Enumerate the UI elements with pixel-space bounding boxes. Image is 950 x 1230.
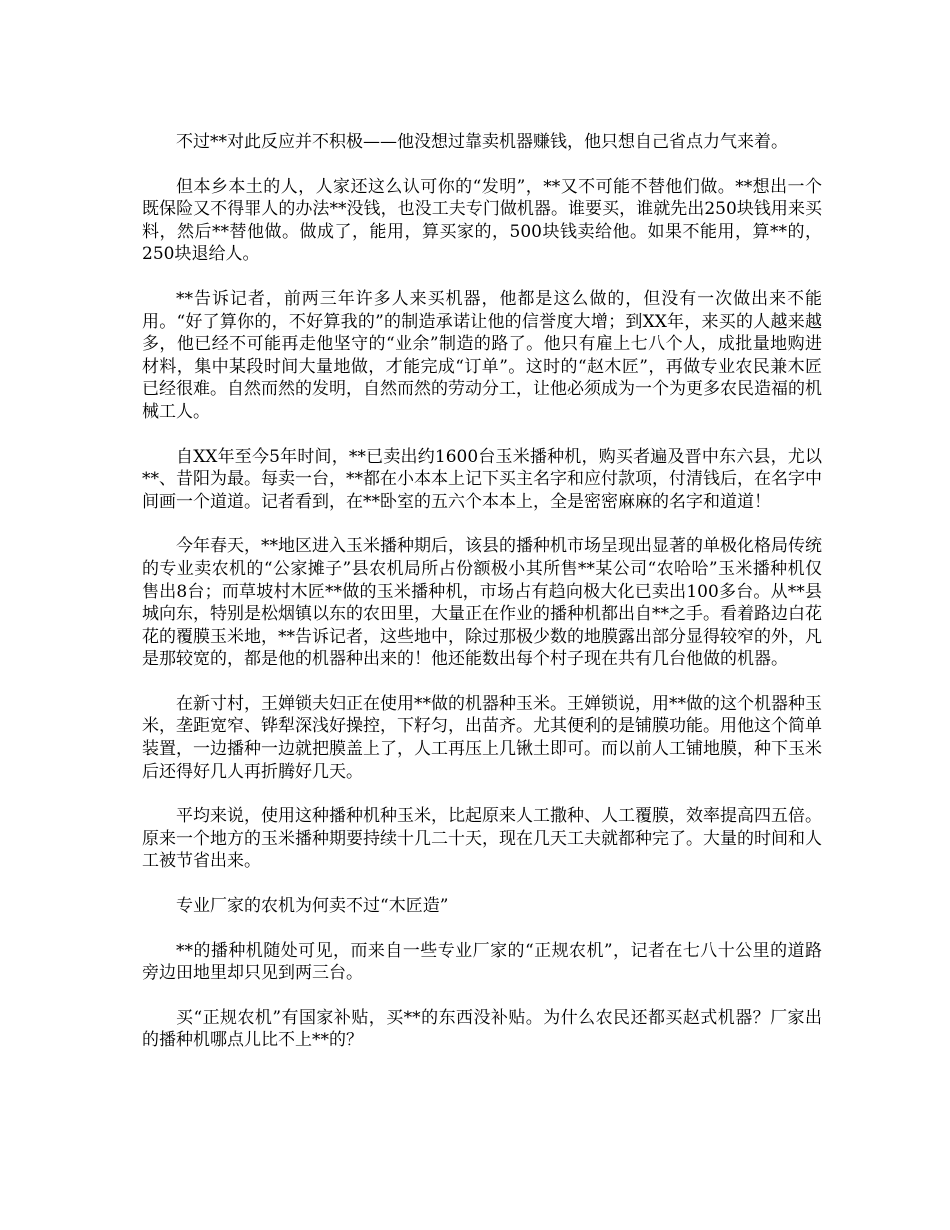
paragraph: 但本乡本土的人，人家还这么认可你的“发明”，**又不可能不替他们做。**想出一个既保险又不得罪人的办法**没钱，也没工夫专门做机器。谁要买，谁就先出250块钱用来买料，然后**替他做。做成了，能用，算买家的，500块钱卖给他。如果不能用，算**的，250块退给人。 [142,176,822,265]
section-heading: 专业厂家的农机为何卖不过“木匠造” [176,896,449,917]
paragraph: 买“正规农机”有国家补贴，买**的东西没补贴。为什么农民还都买赵式机器？厂家出的播种机哪点儿比不上**的？ [142,1007,822,1051]
paragraph: 今年春天，**地区进入玉米播种期后，该县的播种机市场呈现出显著的单极化格局传统的专业卖农机的“公家摊子”县农机局所占份额极小其所售**某公司“农哈哈”玉米播种机仅售出8台；而草坡村木匠**做的玉米播种机，市场占有趋向极大化已卖出100多台。从**县城向东，特别是松烟镇以东的农田里，大量正在作业的播种机都出自**之手。看着路边白花花的覆膜玉米地，**告诉记者，这些地中，除过那极少数的地膜露出部分显得较窄的外，凡是那较宽的，都是他的机器种出来的！他还能数出每个村子现在共有几台他做的机器。 [142,536,822,670]
paragraph: 自XX年至今5年时间，**已卖出约1600台玉米播种机，购买者遍及晋中东六县，尤以**、昔阳为最。每卖一台，**都在小本本上记下买主名字和应付款项，付清钱后，在名字中间画一个道道。记者看到，在**卧室的五六个本本上，全是密密麻麻的名字和道道！ [142,446,822,512]
document-page [142,131,822,1074]
paragraph: 在新寸村，王婵锁夫妇正在使用**做的机器种玉米。王婵锁说，用**做的这个机器种玉米，垄距宽窄、铧犁深浅好操控，下籽匀，出苗齐。尤其便利的是铺膜功能。用他这个简单装置，一边播种一边就把膜盖上了，人工再压上几锹土即可。而以前人工铺地膜，种下玉米后还得好几人再折腾好几天。 [142,693,822,782]
paragraph: **告诉记者，前两三年许多人来买机器，他都是这么做的，但没有一次做出来不能用。“好了算你的，不好算我的”的制造承诺让他的信誉度大增；到XX年，来买的人越来越多，他已经不可能再走他坚守的“业余”制造的路了。他只有雇上七八个人，成批量地购进材料，集中某段时间大量地做，才能完成“订单”。这时的“赵木匠”，再做专业农民兼木匠已经很难。自然而然的发明，自然而然的劳动分工，让他必须成为一个为更多农民造福的机械工人。 [142,288,822,422]
paragraph: **的播种机随处可见，而来自一些专业厂家的“正规农机”，记者在七八十公里的道路旁边田地里却只见到两三台。 [142,940,822,984]
paragraph: 平均来说，使用这种播种机种玉米，比起原来人工撒种、人工覆膜，效率提高四五倍。原来一个地方的玉米播种期要持续十几二十天，现在几天工夫就都种完了。大量的时间和人工被节省出来。 [142,806,822,872]
paragraph: 不过**对此反应并不积极——他没想过靠卖机器赚钱，他只想自己省点力气来着。 [176,132,788,152]
